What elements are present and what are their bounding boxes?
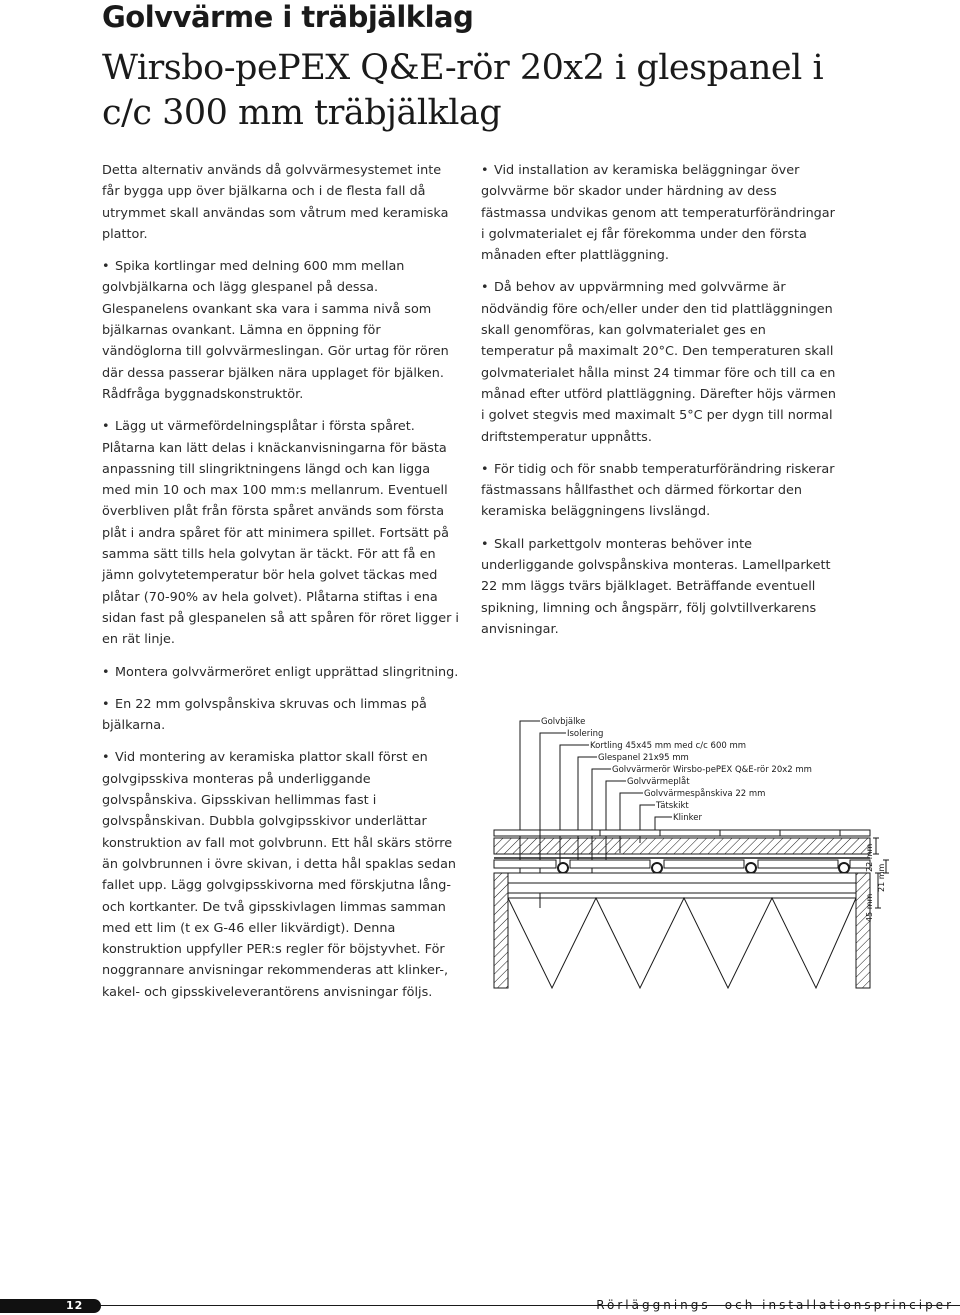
bullet-parkettgolv: • Skall parkettgolv monteras behöver inte underliggande golvspånskiva monteras. Lamellparkett 22 mm läggs tvärs bjälklaget. Beträffande eventuell spikning, limning och ångspärr, följ golvtillverkarens anvisningar. <box>481 534 841 640</box>
layer-spanskiva <box>494 838 870 854</box>
label-kortling: Kortling 45x45 mm med c/c 600 mm <box>590 741 747 751</box>
dim-45mm: 45 mm <box>865 893 874 922</box>
footer-section-title: Rörläggnings- och installationsprinciper <box>596 1298 954 1312</box>
page-subtitle <box>102 46 862 136</box>
page-title: Golvvärme i träbjälklag <box>102 0 474 34</box>
label-golvbjalke: Golvbjälke <box>541 717 586 727</box>
right-column <box>481 160 841 651</box>
bullet-uppvarmning: • Då behov av uppvärmning med golvvärme är nödvändig före och/eller under den tid plattläggningen skall genomföras, kan golvmaterialet ges en temperatur på maximalt 20°C. Den temperaturen skall golvmaterialet hålla minst 24 timmar före och till ca en månad efter utförd plattläggning. Därefter höjs värmen i golvet stegvis med maximalt 5°C per dygn till normal driftstemperatur uppnåtts. <box>481 277 841 447</box>
pipe-3 <box>746 863 756 873</box>
pipe-2 <box>652 863 662 873</box>
subtitle-line-1: Wirsbo-pePEX Q&E-rör 20x2 i glespanel i <box>102 48 824 88</box>
label-isolering: Isolering <box>567 729 604 739</box>
layer-bjalkar <box>494 873 870 988</box>
bullet-temperaturforandring: • För tidig och för snabb temperaturförändring riskerar fästmassans hållfasthet och därmed förkortar den keramiska beläggningens livslängd. <box>481 459 841 523</box>
pipe-1 <box>558 863 568 873</box>
bullet-spanskiva: • En 22 mm golvspånskiva skruvas och limmas på bjälkarna. <box>102 694 462 737</box>
layer-klinker <box>494 830 870 836</box>
page-number: 12 <box>66 1299 84 1312</box>
label-tatskikt: Tätskikt <box>656 801 689 811</box>
label-golvvarmeplat: Golvvärmeplåt <box>627 777 690 787</box>
layer-glespanel <box>494 860 870 868</box>
diagram-labels <box>541 717 812 823</box>
label-golvvarmespanskiva: Golvvärmespånskiva 22 mm <box>644 789 766 799</box>
layer-isolering <box>508 898 856 988</box>
label-golvvarmeror: Golvvärmerör Wirsbo-pePEX Q&E-rör 20x2 mm <box>612 765 812 775</box>
bullet-installation: • Vid installation av keramiska beläggningar över golvvärme bör skador under härdning av dess fästmassa undvikas genom att temperaturförändringar i golvmaterialet ej får förekomma under den första månaden efter plattläggning. <box>481 160 841 266</box>
label-glespanel: Glespanel 21x95 mm <box>598 753 689 763</box>
left-column <box>102 160 462 1014</box>
page-number-badge <box>0 1299 101 1313</box>
bullet-keramiska-plattor: • Vid montering av keramiska plattor skall först en golvgipsskiva monteras på underliggande golvspånskiva. Gipsskivan hellimmas fast i golvspånskivan. Dubbla golvgipsskivor underlättar konstruktion av fall mot golvbrunn. Ett hål skärs större än golvbrunnen i övre skivan, i detta hål spaklas sedan fallet upp. Lägg golvgipsskivorna med förskjutna lång- och kortkanter. De två gipsskivlagen limmas samman med ett lim (t ex G-46 eller likvärdigt). Denna konstruktion uppfyller PER:s regler för böjstyvhet. För noggrannare anvisningar rekommenderas att klinker-, kakel- och gipsskiveleverantörens anvisningar följs. <box>102 747 462 1003</box>
dim-22mm: 22 mm <box>865 843 874 872</box>
label-klinker: Klinker <box>673 813 703 823</box>
subtitle-line-2: c/c 300 mm träbjälklag <box>102 93 502 133</box>
pipe-4 <box>839 863 849 873</box>
bullet-montera-ror: • Montera golvvärmeröret enligt upprättad slingritning. <box>102 662 462 683</box>
floor-section-diagram <box>480 708 900 998</box>
intro-paragraph: Detta alternativ används då golvvärmesystemet inte får bygga upp över bjälkarna och i de flesta fall då utrymmet skall användas som våtrum med keramiska plattor. <box>102 163 449 242</box>
dim-21mm: 21 mm <box>877 863 886 892</box>
bullet-platar: • Lägg ut värmefördelningsplåtar i första spåret. Plåtarna kan lätt delas i knäckanvisningarna för bästa anpassning till slingriktningens längd och kan ligga med min 10 och max 100 mm:s mellanrum. Eventuell överbliven plåt från första spåret används som första plåt i andra spåret för att minimera spillet. Fortsätt på samma sätt tills hela golvytan är täckt. För att få en jämn golvytetemperatur bör hela golvet täckas med plåtar (70-90% av hela golvet). Plåtarna stiftas i ena sidan fast på glespanelen så att spåren för röret ligger i en rät linje. <box>102 416 462 650</box>
bullet-kortlingar: • Spika kortlingar med delning 600 mm mellan golvbjälkarna och lägg glespanel på dessa. Glespanelens ovankant ska vara i samma nivå som bjälkarnas ovankant. Lämna en öppning för vändöglorna till golvvärmeslingan. Gör urtag för rören där dessa passerar bjälken nära upplaget för bjälken. Rådfråga byggnadskonstruktör. <box>102 256 462 405</box>
